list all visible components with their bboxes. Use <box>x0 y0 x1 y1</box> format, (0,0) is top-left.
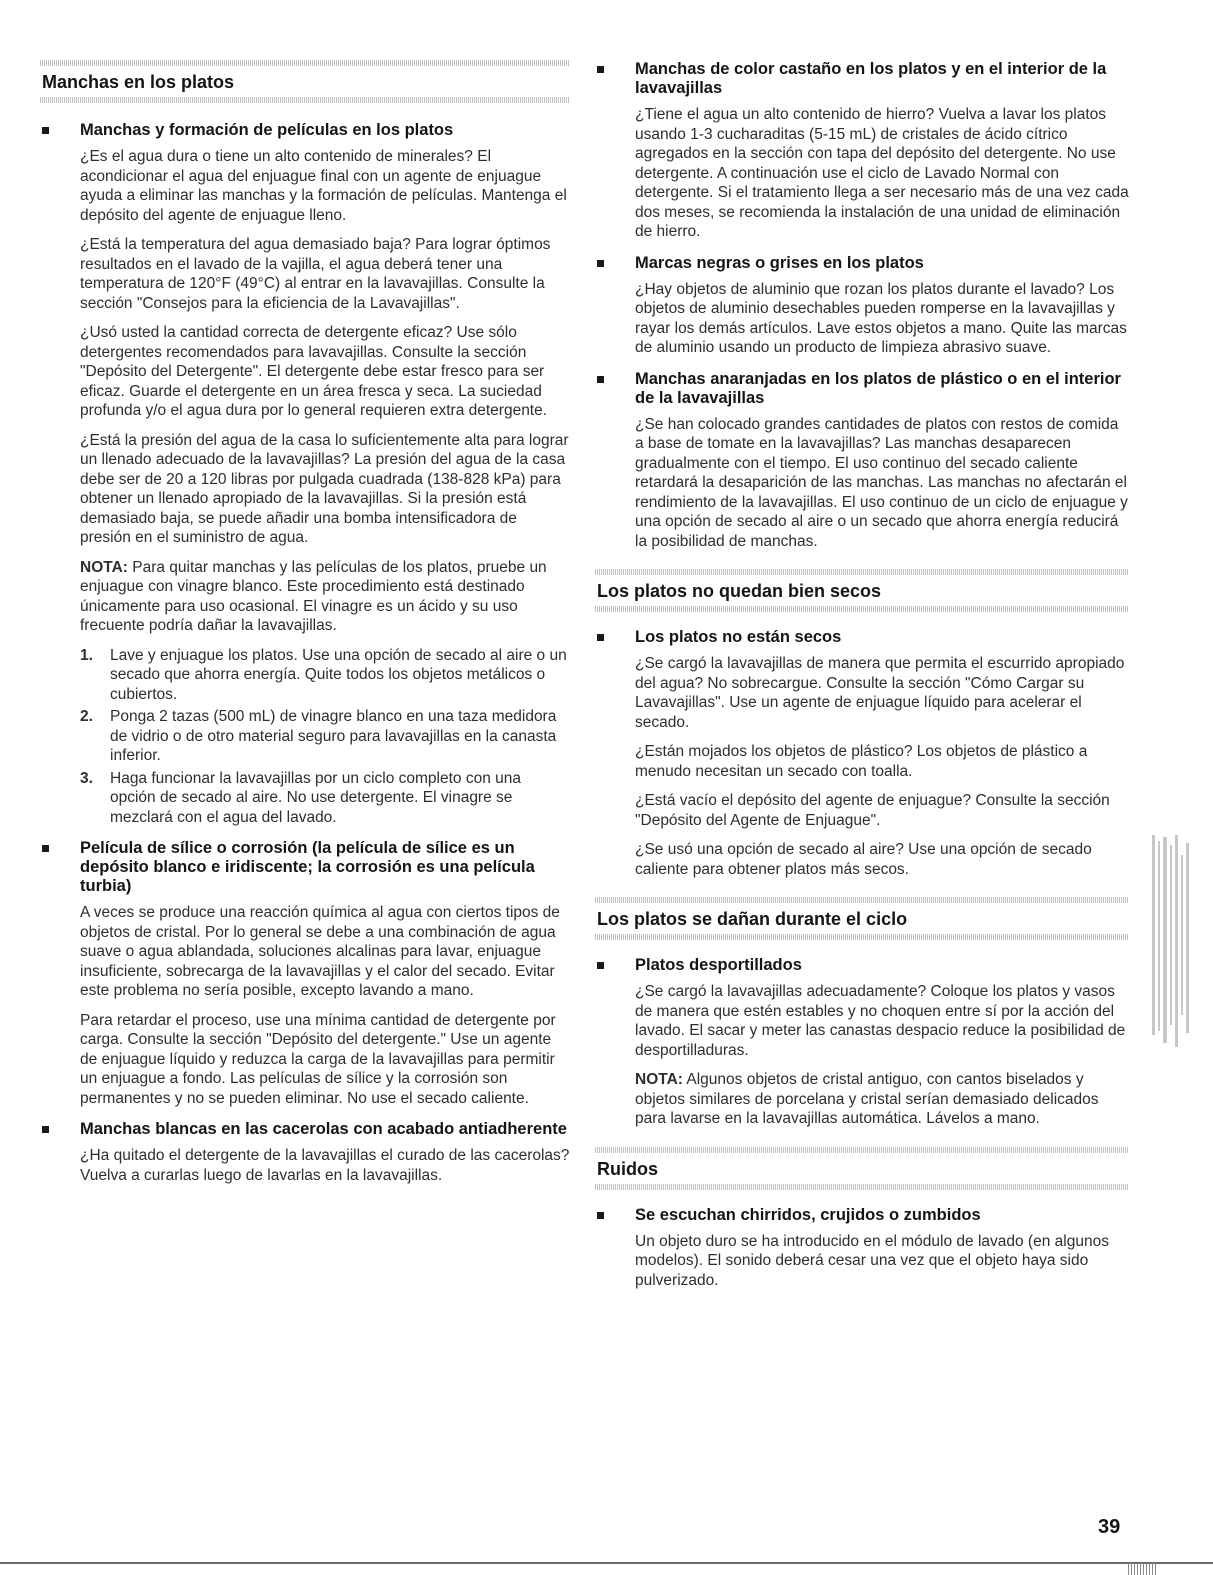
paragraph: ¿Está la presión del agua de la casa lo suficientemente alta para lograr un llenado adecuado de la lavavajillas? La presión del agua de la casa debe ser de 20 a 120 libras por pulgada cuadrada (138-828 kPa) para obtener un llenado apropiado de la lavavajillas. Si la presión está demasiado baja, se puede añadir una bomba intensificadora de presión en el suministro de agua. <box>80 431 569 546</box>
paragraph: ¿Ha quitado el detergente de la lavavajillas el curado de las cacerolas? Vuelva a curarlas luego de lavarlas en la lavavajillas. <box>80 1147 570 1184</box>
bullet-icon <box>597 66 604 73</box>
stain-issues <box>595 60 1129 551</box>
issue-title: Platos desportillados <box>635 956 802 974</box>
page-number: 39 <box>1098 1516 1121 1538</box>
issue-title: Los platos no están secos <box>635 628 842 646</box>
steps-list <box>80 646 570 828</box>
list-item <box>80 646 570 705</box>
step-number: 3. <box>80 769 93 787</box>
section-ruidos <box>595 1147 1129 1291</box>
paragraph: ¿Es el agua dura o tiene un alto contenido de minerales? El acondicionar el agua del enjuague final con un agente de enjuague ayuda a eliminar las manchas y la formación de películas. Mantenga el depósito del agente de enjuague lleno. <box>80 148 567 224</box>
issue-title: Manchas de color castaño en los platos y en el interior de la lavavajillas <box>635 60 1107 97</box>
step-text: Lave y enjuague los platos. Use una opción de secado al aire o un secado que ahorra energía. Quite todos los objetos metálicos o cubiertos. <box>110 646 567 703</box>
paragraph: ¿Tiene el agua un alto contenido de hierro? Vuelva a lavar los platos usando 1-3 cucharaditas (5-15 mL) de cristales de ácido cítrico agregados en la sección con tapa del depósito del detergente. No use detergente. A continuación use el ciclo de Lavado Normal con detergente. Si el tratamiento llega a ser necesario más de una vez cada dos meses, se recomienda la instalación de una unidad de eliminación de hierro. <box>635 106 1129 240</box>
bullet-icon <box>42 1126 49 1133</box>
paragraph: ¿Hay objetos de aluminio que rozan los platos durante el lavado? Los objetos de aluminio desechables pueden romperse en la lavavajillas y rayar los demás artículos. Lave estos objetos a mano. Quite las marcas de aluminio usando un producto de limpieza abrasivo suave. <box>635 280 1127 356</box>
bullet-icon <box>597 962 604 969</box>
right-column <box>595 60 1129 1308</box>
paragraph: Un objeto duro se ha introducido en el módulo de lavado (en algunos modelos). El sonido deberá cesar una vez que el objeto haya sido pulverizado. <box>635 1232 1109 1289</box>
issue-manchas-peliculas <box>40 121 570 827</box>
step-number: 2. <box>80 708 93 725</box>
issue-manchas-blancas <box>40 1120 570 1185</box>
issue-chirridos <box>595 1206 1129 1291</box>
nota-text: Algunos objetos de cristal antiguo, con cantos biselados y objetos similares de porcelana y cristal serían demasiado delicados para lavarse en la lavavajillas automática. Lávelos a mano. <box>635 1071 1099 1127</box>
bullet-icon <box>42 127 49 134</box>
issue-no-secos <box>595 628 1129 879</box>
section-rule-top <box>595 897 1129 903</box>
section-title-manchas: Manchas en los platos <box>42 72 235 92</box>
nota-text: Para quitar manchas y las películas de los platos, pruebe un enjuague con vinagre blanco. Este procedimiento está destinado únicamente para uso ocasional. El vinagre es un ácido y su uso frecuente podría dañar la lavavajillas. <box>80 558 547 634</box>
step-text: Ponga 2 tazas (500 mL) de vinagre blanco en una taza medidora de vidrio o de otro material seguro para lavavajillas en la canasta inferior. <box>110 708 557 764</box>
paragraph: ¿Está la temperatura del agua demasiado baja? Para lograr óptimos resultados en el lavado de la vajilla, el agua deberá tener una temperatura de 120°F (49°C) al entrar en la lavavajillas. Consulte la sección "Consejos para la eficiencia de la Lavavajillas". <box>80 236 551 312</box>
left-column <box>40 60 570 1195</box>
nota-label: NOTA: <box>80 558 128 576</box>
issue-title: Manchas blancas en las cacerolas con acabado antiadherente <box>80 1120 567 1138</box>
section-rule-bottom <box>595 606 1129 612</box>
paragraph: ¿Se han colocado grandes cantidades de platos con restos de comida a base de tomate en la lavavajillas? Las manchas desaparecen gradualmente con el tiempo. El uso continuo del secado caliente retardará la desaparición de las manchas. Las manchas no afectarán el rendimiento de la lavavajillas. El uso continuo de un ciclo de enjuague y una opción de secado al aire o un secado que ahorra energía reducirá la posibilidad de manchas. <box>635 415 1128 550</box>
section-rule-bottom <box>40 97 570 103</box>
paragraph: A veces se produce una reacción química al agua con ciertos tipos de objetos de cristal. Por lo general se debe a una combinación de agua suave o agua ablandada, soluciones alcalinas para lavar, enjuague insuficiente, sobrecarga de la lavavajillas y el calor del secado. Evitar este problema no sería posible, excepto lavando a mano. <box>80 904 560 999</box>
section-rule-bottom <box>595 1184 1129 1190</box>
bullet-icon <box>597 1212 604 1219</box>
issue-silice-corrosion <box>40 839 570 1108</box>
nota-paragraph <box>80 558 570 636</box>
bullet-icon <box>42 845 49 852</box>
issue-title: Manchas y formación de películas en los platos <box>80 121 454 139</box>
section-rule-bottom <box>595 934 1129 940</box>
list-item <box>80 707 570 766</box>
nota-paragraph <box>635 1070 1129 1129</box>
section-title-secado: Los platos no quedan bien secos <box>597 581 882 601</box>
list-item <box>80 769 570 828</box>
section-rule-top <box>595 569 1129 575</box>
bottom-mark <box>1128 1563 1158 1575</box>
section-danos <box>595 897 1129 1129</box>
issue-manchas-anaranjadas <box>595 370 1129 552</box>
paragraph: ¿Usó usted la cantidad correcta de detergente eficaz? Use sólo detergentes recomendados para lavavajillas. Consulte la sección "Depósito del Detergente". El detergente debe estar fresco para ser eficaz. Guarde el detergente en un área fresca y seca. La suciedad profunda y/o el agua dura por lo general requieren extra detergente. <box>80 324 548 419</box>
issue-manchas-castano <box>595 60 1129 242</box>
bullet-icon <box>597 260 604 267</box>
step-text: Haga funcionar la lavavajillas por un ciclo completo con una opción de secado al aire. No use detergente. El vinagre se mezclará con el agua del lavado. <box>110 769 521 826</box>
bottom-rule <box>0 1562 1213 1564</box>
bullet-icon <box>597 634 604 641</box>
issue-title: Manchas anaranjadas en los platos de plástico o en el interior de la lavavajillas <box>635 369 1121 407</box>
paragraph: Para retardar el proceso, use una mínima cantidad de detergente por carga. Consulte la sección "Depósito del detergente." Use un agente de enjuague líquido y reduzca la carga de la lavavajillas para permitir un enjuague a fondo. Las películas de sílice y la corrosión son permanentes y no se pueden eliminar. No use el secado caliente. <box>80 1011 556 1107</box>
issue-title: Película de sílice o corrosión (la película de sílice es un depósito blanco e iridiscente; la corrosión es una película turbia) <box>80 839 535 895</box>
step-number: 1. <box>80 646 93 664</box>
section-rule-top <box>595 1147 1129 1153</box>
section-secado <box>595 569 1129 879</box>
paragraph: ¿Están mojados los objetos de plástico? Los objetos de plástico a menudo necesitan un secado con toalla. <box>635 743 1088 780</box>
paragraph: ¿Se cargó la lavavajillas adecuadamente? Coloque los platos y vasos de manera que estén estables y no choquen entre sí por la acción del lavado. El sacar y meter las canastas despacio reduce la posibilidad de desportilladuras. <box>635 983 1126 1059</box>
issue-marcas-negras <box>595 254 1129 358</box>
issue-title: Se escuchan chirridos, crujidos o zumbidos <box>635 1205 981 1224</box>
paragraph: ¿Se usó una opción de secado al aire? Use una opción de secado caliente para obtener platos más secos. <box>635 841 1092 878</box>
section-rule-top <box>40 60 570 66</box>
section-title-danos: Los platos se dañan durante el ciclo <box>597 909 908 929</box>
bullet-icon <box>597 376 604 383</box>
issue-title: Marcas negras o grises en los platos <box>635 253 924 272</box>
paragraph: ¿Está vacío el depósito del agente de enjuague? Consulte la sección "Depósito del Agente de Enjuague". <box>635 792 1110 829</box>
issue-desportillados <box>595 956 1129 1129</box>
paragraph: ¿Se cargó la lavavajillas de manera que permita el escurrido apropiado del agua? No sobrecargue. Consulte la sección "Cómo Cargar su Lavavajillas". Use un agente de enjuague líquido para acelerar el secado. <box>635 655 1125 731</box>
nota-label: NOTA: <box>635 1071 683 1088</box>
scan-artifact-mark <box>1148 835 1196 1053</box>
section-title-ruidos: Ruidos <box>597 1158 658 1179</box>
